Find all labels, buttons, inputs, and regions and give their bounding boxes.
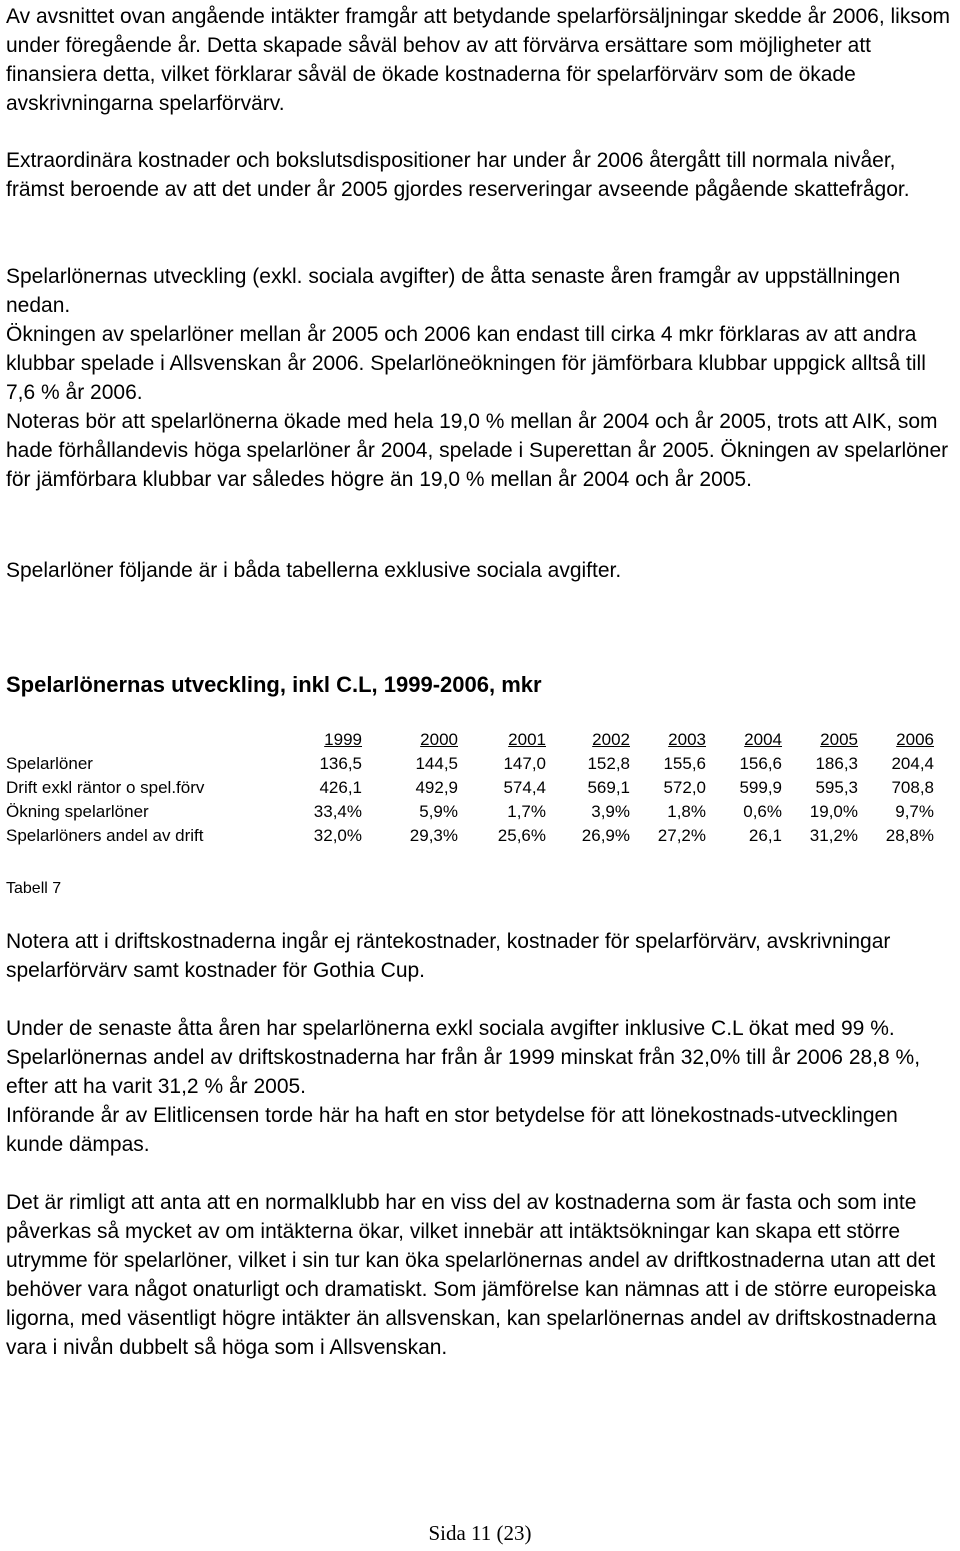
table-cell: 28,8%: [885, 826, 934, 845]
paragraph-salary-development-intro: Spelarlönernas utveckling (exkl. sociala avgifter) de åtta senaste åren framgår av uppställningen nedan.: [6, 265, 901, 317]
table-cell: 572,0: [663, 778, 706, 797]
table-cell: 599,9: [739, 778, 782, 797]
year-header: 1999: [324, 730, 362, 749]
salary-table: [4, 728, 934, 848]
table-cell: 3,9%: [591, 802, 630, 821]
paragraph-salary-increase-2005: Noteras bör att spelarlönerna ökade med hela 19,0 % mellan år 2004 och år 2005, trots att AIK, som hade förhållandevis höga spelarlöner år 2004, spelade i Superettan år 2005. Ökningen av spelarlöner för jämförbara klubbar var således högre än 19,0 % mellan år 2004 och år 2005.: [6, 410, 949, 491]
table-cell: 492,9: [415, 778, 458, 797]
table-cell: 156,6: [739, 754, 782, 773]
year-header: 2001: [508, 730, 546, 749]
table-cell: 595,3: [815, 778, 858, 797]
table-cell: 27,2%: [657, 826, 706, 845]
table-cell: 1,7%: [507, 802, 546, 821]
paragraph-normal-club: Det är rimligt att anta att en normalklubb har en viss del av kostnaderna som är fasta och som inte påverkas så mycket av om intäkterna ökar, vilket innebär att intäktsökningar kan skapa ett större utrymme för spelarlöner, vilket i sin tur kan öka spelarlönernas andel av driftkostnaderna utan att det behöver vara något onaturligt och dramatiskt. Som jämförelse kan nämnas att i de större europeiska ligorna, med väsentligt högre intäkter än allsvenskan, kan spelarlönernas andel av driftskostnaderna vara i nivån dubbelt så höga som i Allsvenskan.: [6, 1191, 937, 1359]
table-cell: 26,9%: [581, 826, 630, 845]
table-cell: 25,6%: [497, 826, 546, 845]
paragraph-social-fees-note: Spelarlöner följande är i båda tabellerna exklusive sociala avgifter.: [6, 559, 622, 582]
table-row: [4, 824, 934, 848]
table-cell: 569,1: [587, 778, 630, 797]
paragraph-eight-year-summary: Under de senaste åtta åren har spelarlönerna exkl sociala avgifter inklusive C.L ökat med 99 %. Spelarlönernas andel av driftskostnaderna har från år 1999 minskat från 32,0% till år 2006 28,8 %, efter att ha varit 31,2 % år 2005.: [6, 1017, 921, 1098]
paragraph-extraordinary-costs: Extraordinära kostnader och bokslutsdispositioner har under år 2006 återgått till normala nivåer, främst beroende av att det under år 2005 gjordes reserveringar avseende pågående skattefrågor.: [6, 149, 910, 201]
paragraph-salary-increase-2006: Ökningen av spelarlöner mellan år 2005 och 2006 kan endast till cirka 4 mkr förklaras av att andra klubbar spelade i Allsvenskan år 2006. Spelarlöneökningen för jämförbara klubbar uppgick alltså till 7,6 % år 2006.: [6, 323, 926, 404]
table-cell: 5,9%: [419, 802, 458, 821]
row-label: Spelarlöner: [6, 754, 93, 773]
table-cell: 204,4: [891, 754, 934, 773]
table-cell: 1,8%: [667, 802, 706, 821]
row-label: Spelarlöners andel av drift: [6, 826, 204, 845]
year-header: 2006: [896, 730, 934, 749]
year-header: 2000: [420, 730, 458, 749]
table-cell: 33,4%: [313, 802, 362, 821]
table-cell: 32,0%: [313, 826, 362, 845]
table-cell: 708,8: [891, 778, 934, 797]
table-cell: 574,4: [503, 778, 546, 797]
table-cell: 155,6: [663, 754, 706, 773]
row-label: Ökning spelarlöner: [6, 802, 149, 821]
table-cell: 31,2%: [809, 826, 858, 845]
paragraph-player-sales: Av avsnittet ovan angående intäkter framgår att betydande spelarförsäljningar skedde år 2006, liksom under föregående år. Detta skapade såväl behov av att förvärva ersättare som möjligheter att finansiera detta, vilket förklarar såväl de ökade kostnaderna för spelarförvärv som de ökade avskrivningarna spelarförvärv.: [6, 5, 951, 115]
year-header: 2002: [592, 730, 630, 749]
table-cell: 136,5: [319, 754, 362, 773]
table-cell: 152,8: [587, 754, 630, 773]
paragraph-operating-costs-note: Notera att i driftskostnaderna ingår ej räntekostnader, kostnader för spelarförvärv, avskrivningar spelarförvärv samt kostnader för Gothia Cup.: [6, 930, 891, 982]
table-header-row: [4, 728, 934, 752]
table-cell: 144,5: [415, 754, 458, 773]
table-cell: 9,7%: [895, 802, 934, 821]
table-caption: Tabell 7: [6, 880, 62, 897]
year-header: 2005: [820, 730, 858, 749]
table-row: [4, 752, 934, 776]
page-number: Sida 11 (23): [428, 1521, 532, 1545]
year-header: 2004: [744, 730, 782, 749]
table-cell: 426,1: [319, 778, 362, 797]
year-header: 2003: [668, 730, 706, 749]
table-cell: 26,1: [748, 826, 782, 845]
table-row: [4, 800, 934, 824]
table-cell: 186,3: [815, 754, 858, 773]
table-cell: 0,6%: [743, 802, 782, 821]
table-row: [4, 776, 934, 800]
paragraph-elite-license: Införande år av Elitlicensen torde här ha haft en stor betydelse för att lönekostnads-utvecklingen kunde dämpas.: [6, 1104, 898, 1156]
table-cell: 19,0%: [809, 802, 858, 821]
table-cell: 147,0: [503, 754, 546, 773]
row-label: Drift exkl räntor o spel.förv: [6, 778, 205, 797]
table-cell: 29,3%: [409, 826, 458, 845]
table-heading: Spelarlönernas utveckling, inkl C.L, 1999-2006, mkr: [6, 672, 542, 697]
